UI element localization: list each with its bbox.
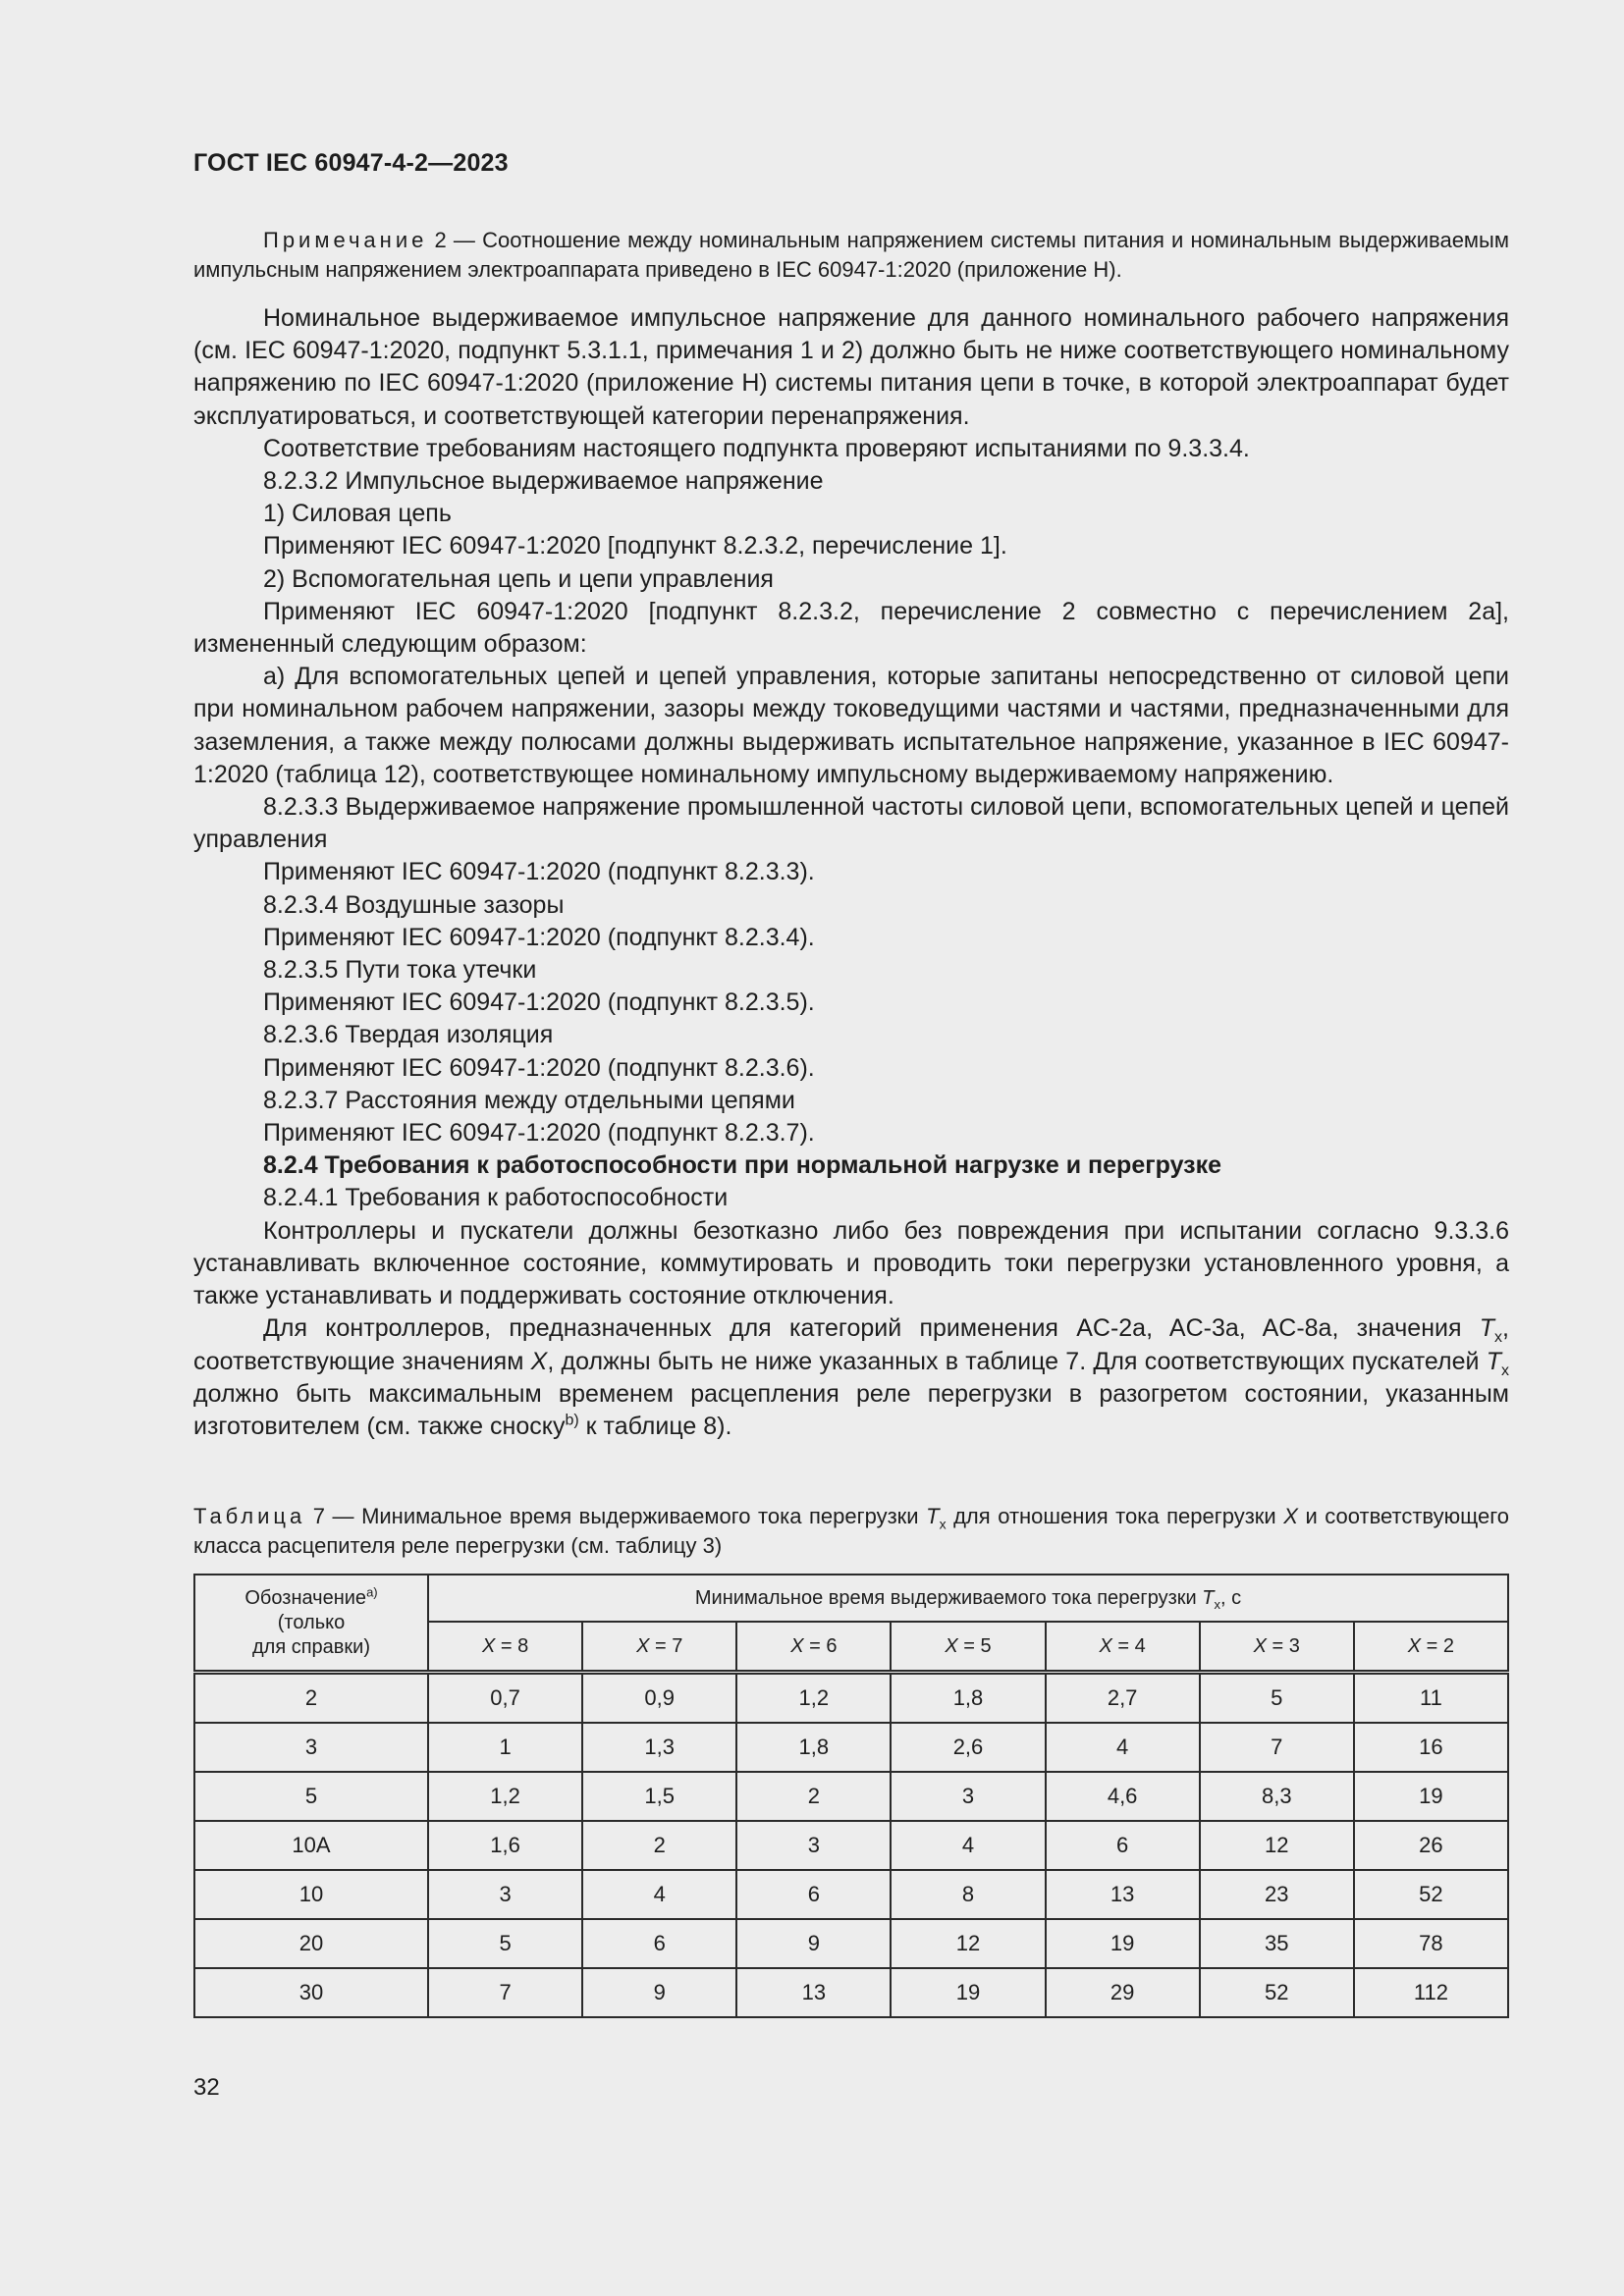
value-cell: 5 bbox=[428, 1919, 582, 1968]
value-cell: 6 bbox=[736, 1870, 891, 1919]
value-cell: 2,6 bbox=[891, 1723, 1045, 1772]
value-cell: 52 bbox=[1200, 1968, 1354, 2017]
designation-cell: 5 bbox=[194, 1772, 428, 1821]
value-cell: 1,6 bbox=[428, 1821, 582, 1870]
value-cell: 8 bbox=[891, 1870, 1045, 1919]
symbol-subscript: x bbox=[1494, 1329, 1503, 1347]
table-caption bbox=[193, 1502, 1509, 1561]
paragraph: Номинальное выдерживаемое импульсное напряжение для данного номинального рабочего напряжения (см. IEC 60947-1:2020, подпункт 5.3.1.1, примечания 1 и 2) должно быть не ниже соответствующего номинальному напряжению по IEC 60947-1:2020 (приложение H) системы питания цепи в точке, в которой электроаппарат будет эксплуатироваться, и соответствующей категории перенапряжения. bbox=[193, 304, 1509, 430]
value-cell: 13 bbox=[1046, 1870, 1200, 1919]
page-number: 32 bbox=[193, 2074, 220, 2101]
value-cell: 26 bbox=[1354, 1821, 1508, 1870]
column-header: X = 3 bbox=[1200, 1622, 1354, 1672]
designation-label: Обозначение bbox=[244, 1586, 367, 1609]
value-cell: 1,2 bbox=[736, 1673, 891, 1724]
value-cell: 1,5 bbox=[582, 1772, 736, 1821]
column-header: X = 5 bbox=[891, 1622, 1045, 1672]
table-row bbox=[194, 1673, 1508, 1724]
paragraph: Применяют IEC 60947-1:2020 [подпункт 8.2.3.2, перечисление 1]. bbox=[263, 532, 1007, 561]
paragraph: Применяют IEC 60947-1:2020 (подпункт 8.2.3.5). bbox=[263, 988, 815, 1017]
symbol-x: X bbox=[1407, 1634, 1422, 1657]
symbol-x: X bbox=[945, 1634, 958, 1657]
paragraph bbox=[193, 1312, 1509, 1443]
text-run: должно быть максимальным временем расцепления реле перегрузки в разогретом состоянии, указанным изготовителем (см. также сноску bbox=[193, 1379, 1509, 1440]
section-heading: 8.2.3.3 Выдерживаемое напряжение промышленной частоты силовой цепи, вспомогательных цепей и цепей управления bbox=[193, 793, 1509, 854]
footnote-ref: b) bbox=[565, 1412, 579, 1429]
value-cell: 4,6 bbox=[1046, 1772, 1200, 1821]
value-cell: 0,7 bbox=[428, 1673, 582, 1724]
list-item: 1) Силовая цепь bbox=[263, 500, 452, 528]
document-header: ГОСТ IEC 60947-4-2—2023 bbox=[193, 149, 509, 177]
value-cell: 19 bbox=[891, 1968, 1045, 2017]
value-cell: 9 bbox=[736, 1919, 891, 1968]
caption-text: и соответствующего класса расцепителя реле перегрузки (см. таблицу 3) bbox=[193, 1504, 1509, 1558]
value-cell: 1,2 bbox=[428, 1772, 582, 1821]
column-header: X = 4 bbox=[1046, 1622, 1200, 1672]
value-cell: 78 bbox=[1354, 1919, 1508, 1968]
value-cell: 1,8 bbox=[891, 1673, 1045, 1724]
paragraph: Применяют IEC 60947-1:2020 (подпункт 8.2.3.4). bbox=[263, 923, 815, 951]
value-cell: 5 bbox=[1200, 1673, 1354, 1724]
note-2 bbox=[193, 226, 1509, 285]
text-run: , должны быть не ниже указанных в таблице 7. Для соответствующих пускателей bbox=[547, 1347, 1487, 1375]
table-row bbox=[194, 1870, 1508, 1919]
symbol-subscript: x bbox=[1501, 1362, 1509, 1379]
text-run: Для контроллеров, предназначенных для категорий применения AC-2a, AC-3a, AC-8a, значения bbox=[263, 1314, 1480, 1343]
value-cell: 2 bbox=[582, 1821, 736, 1870]
value-cell: 1 bbox=[428, 1723, 582, 1772]
paragraph: Применяют IEC 60947-1:2020 (подпункт 8.2.3.3). bbox=[263, 858, 815, 886]
value-cell: 9 bbox=[582, 1968, 736, 2017]
section-heading: 8.2.3.4 Воздушные зазоры bbox=[263, 890, 565, 919]
symbol-x: X bbox=[1253, 1634, 1267, 1657]
section-heading: 8.2.4.1 Требования к работоспособности bbox=[263, 1184, 729, 1212]
value-cell: 29 bbox=[1046, 1968, 1200, 2017]
designation-cell: 10 bbox=[194, 1870, 428, 1919]
value-cell: 1,3 bbox=[582, 1723, 736, 1772]
text-run: , соответствующие значениям bbox=[193, 1314, 1509, 1375]
value-cell: 0,9 bbox=[582, 1673, 736, 1724]
column-header: X = 6 bbox=[736, 1622, 891, 1672]
table-row bbox=[194, 1919, 1508, 1968]
value-cell: 112 bbox=[1354, 1968, 1508, 2017]
designation-label: для справки) bbox=[251, 1635, 370, 1658]
column-header: X = 2 bbox=[1354, 1622, 1508, 1672]
list-item: 2) Вспомогательная цепь и цепи управления bbox=[263, 564, 774, 593]
min-time-header bbox=[428, 1575, 1508, 1622]
value-cell: 3 bbox=[428, 1870, 582, 1919]
value-cell: 19 bbox=[1046, 1919, 1200, 1968]
value-cell: 12 bbox=[891, 1919, 1045, 1968]
caption-label: Таблица bbox=[193, 1504, 306, 1528]
table-row bbox=[194, 1968, 1508, 2017]
symbol-subscript: x bbox=[1214, 1596, 1220, 1612]
paragraph: Применяют IEC 60947-1:2020 [подпункт 8.2.3.2, перечисление 2 совместно с перечислением 2a], измененный следующим образом: bbox=[193, 597, 1509, 659]
value-cell: 4 bbox=[582, 1870, 736, 1919]
symbol-t: T bbox=[1486, 1347, 1501, 1375]
symbol-x: X bbox=[790, 1634, 804, 1657]
section-heading-bold: 8.2.4 Требования к работоспособности при нормальной нагрузке и перегрузке bbox=[263, 1151, 1222, 1180]
symbol-x: X bbox=[530, 1347, 548, 1375]
section-heading: 8.2.3.6 Твердая изоляция bbox=[263, 1021, 554, 1049]
value-cell: 7 bbox=[428, 1968, 582, 2017]
body-text bbox=[193, 302, 1509, 1443]
value-cell: 2,7 bbox=[1046, 1673, 1200, 1724]
section-heading: 8.2.3.7 Расстояния между отдельными цепями bbox=[263, 1086, 795, 1114]
symbol-x: X bbox=[1099, 1634, 1112, 1657]
value-cell: 13 bbox=[736, 1968, 891, 2017]
value-cell: 11 bbox=[1354, 1673, 1508, 1724]
column-header: X = 7 bbox=[582, 1622, 736, 1672]
min-time-unit: , с bbox=[1219, 1586, 1242, 1609]
note-text: 2 — Соотношение между номинальным напряжением системы питания и номинальным выдерживаемым импульсным напряжением электроаппарата приведено в IEC 60947-1:2020 (приложение H). bbox=[193, 228, 1509, 282]
value-cell: 52 bbox=[1354, 1870, 1508, 1919]
value-cell: 6 bbox=[582, 1919, 736, 1968]
paragraph: Применяют IEC 60947-1:2020 (подпункт 8.2.3.7). bbox=[263, 1119, 815, 1148]
table-row bbox=[194, 1772, 1508, 1821]
note-label: Примечание bbox=[263, 228, 428, 252]
symbol-x: X bbox=[636, 1634, 650, 1657]
value-cell: 12 bbox=[1200, 1821, 1354, 1870]
value-cell: 6 bbox=[1046, 1821, 1200, 1870]
paragraph: Применяют IEC 60947-1:2020 (подпункт 8.2.3.6). bbox=[263, 1053, 815, 1082]
value-cell: 3 bbox=[891, 1772, 1045, 1821]
symbol-t: T bbox=[1479, 1314, 1495, 1343]
text-run: к таблице 8). bbox=[578, 1412, 732, 1440]
caption-text: для отношения тока перегрузки bbox=[946, 1504, 1284, 1528]
value-cell: 4 bbox=[891, 1821, 1045, 1870]
value-cell: 23 bbox=[1200, 1870, 1354, 1919]
overload-time-table bbox=[193, 1574, 1509, 2018]
designation-cell: 2 bbox=[194, 1673, 428, 1724]
value-cell: 8,3 bbox=[1200, 1772, 1354, 1821]
designation-cell: 3 bbox=[194, 1723, 428, 1772]
value-cell: 19 bbox=[1354, 1772, 1508, 1821]
table-row bbox=[194, 1723, 1508, 1772]
designation-label: (только bbox=[277, 1611, 346, 1633]
value-cell: 1,8 bbox=[736, 1723, 891, 1772]
value-cell: 2 bbox=[736, 1772, 891, 1821]
designation-header bbox=[194, 1575, 428, 1673]
value-cell: 35 bbox=[1200, 1919, 1354, 1968]
value-cell: 3 bbox=[736, 1821, 891, 1870]
section-heading: 8.2.3.2 Импульсное выдерживаемое напряжение bbox=[263, 467, 824, 496]
paragraph: Соответствие требованиям настоящего подпункта проверяют испытаниями по 9.3.3.4. bbox=[263, 434, 1250, 462]
symbol-t: T bbox=[926, 1504, 940, 1528]
min-time-label: Минимальное время выдерживаемого тока перегрузки bbox=[694, 1586, 1203, 1609]
value-cell: 16 bbox=[1354, 1723, 1508, 1772]
footnote-ref: a) bbox=[366, 1583, 378, 1599]
symbol-x: X bbox=[1283, 1504, 1298, 1528]
designation-cell: 30 bbox=[194, 1968, 428, 2017]
value-cell: 7 bbox=[1200, 1723, 1354, 1772]
table-row bbox=[194, 1821, 1508, 1870]
paragraph: a) Для вспомогательных цепей и цепей управления, которые запитаны непосредственно от силовой цепи при номинальном рабочем напряжении, зазоры между токоведущими частями и частями, предназначенными для заземления, а также между полюсами должны выдерживать испытательное напряжение, указанное в IEC 60947-1:2020 (таблица 12), соответствующее номинальному импульсному выдерживаемому напряжению. bbox=[193, 663, 1509, 788]
section-heading: 8.2.3.5 Пути тока утечки bbox=[263, 956, 537, 985]
caption-text: 7 — Минимальное время выдерживаемого тока перегрузки bbox=[305, 1504, 927, 1528]
column-header: X = 8 bbox=[428, 1622, 582, 1672]
paragraph: Контроллеры и пускатели должны безотказно либо без повреждения при испытании согласно 9.3.3.6 устанавливать включенное состояние, коммутировать и проводить токи перегрузки установленного уровня, а также устанавливать и поддерживать состояние отключения. bbox=[193, 1216, 1509, 1310]
value-cell: 4 bbox=[1046, 1723, 1200, 1772]
symbol-x: X bbox=[481, 1634, 496, 1657]
symbol-subscript: x bbox=[939, 1516, 947, 1532]
designation-cell: 20 bbox=[194, 1919, 428, 1968]
designation-cell: 10A bbox=[194, 1821, 428, 1870]
symbol-t: T bbox=[1202, 1586, 1215, 1609]
